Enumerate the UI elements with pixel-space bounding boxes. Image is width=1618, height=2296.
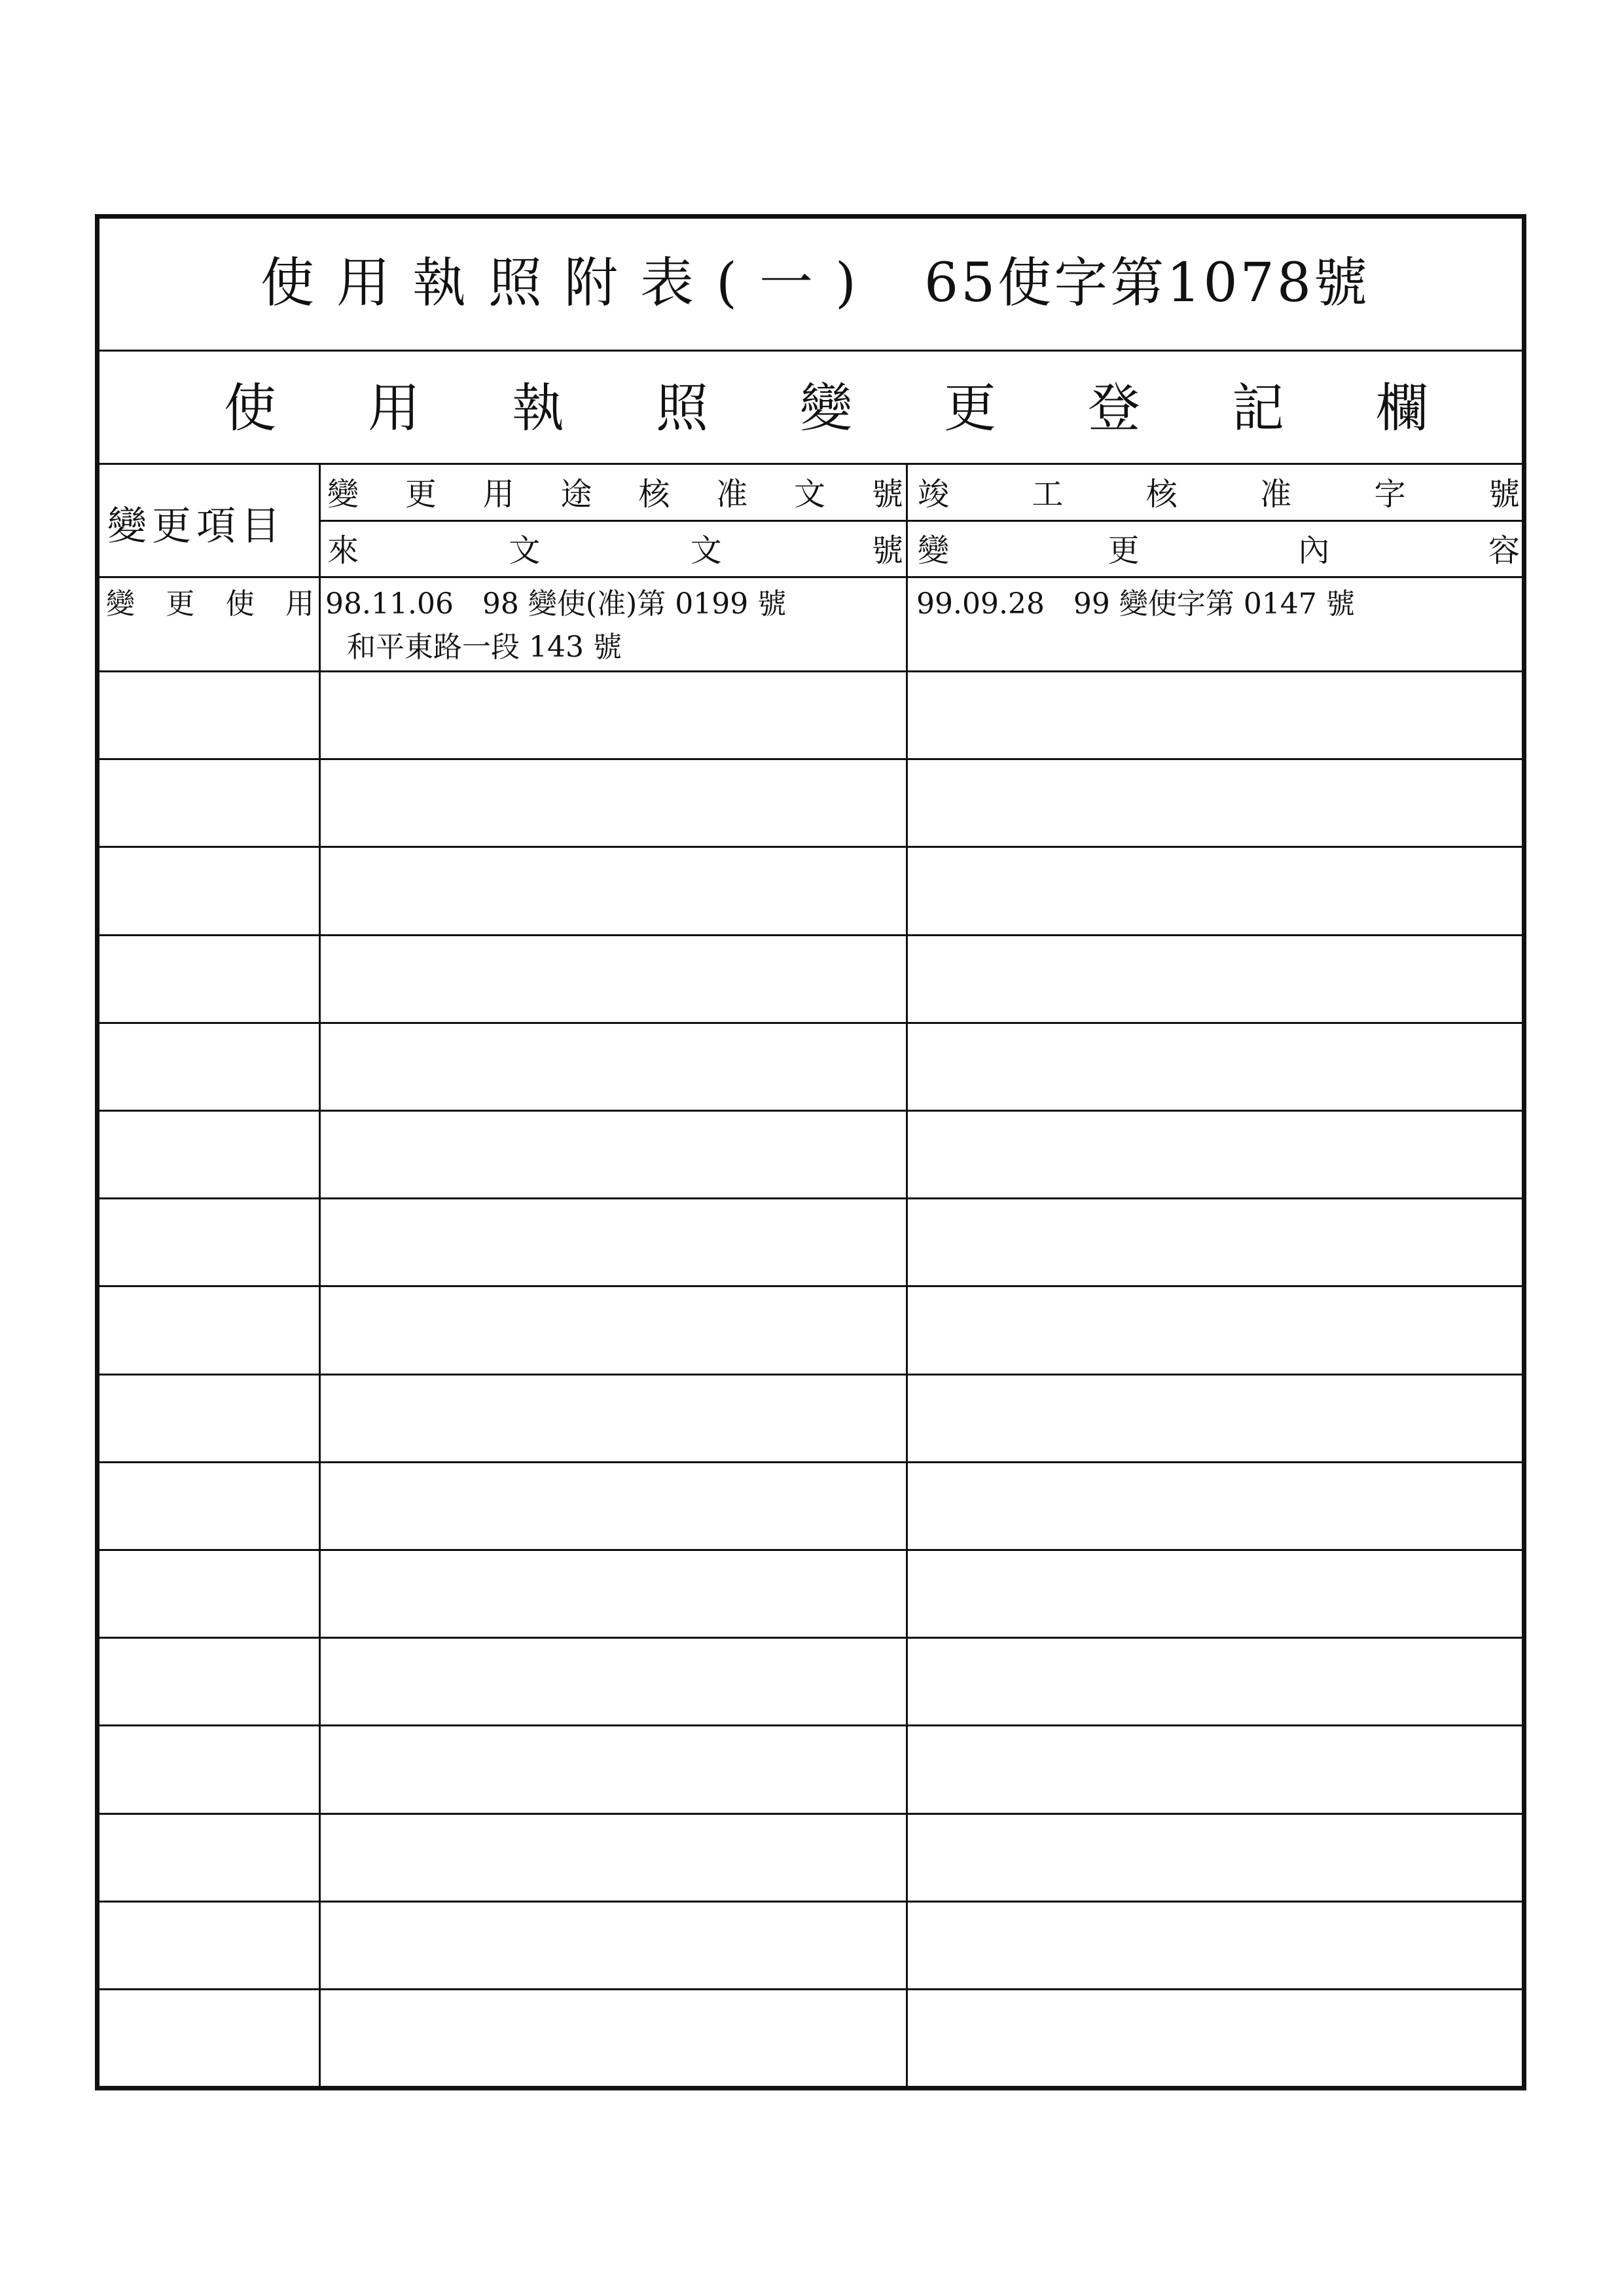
divider-subtitle: [99, 463, 1522, 465]
row-divider: [99, 934, 1522, 936]
header-completion-no: 竣 工 核 准 字 號: [918, 476, 1520, 513]
row-divider: [99, 1285, 1522, 1287]
section-title: 使 用 執 照 變 更 登 記 欄: [224, 378, 1428, 439]
divider-header-mid: [319, 520, 1522, 522]
row-divider: [99, 1461, 1522, 1463]
row-divider: [99, 1724, 1522, 1726]
license-change-form: [95, 214, 1526, 2090]
row-divider: [99, 758, 1522, 760]
column-divider-1: [319, 463, 321, 2086]
row-divider: [99, 1988, 1522, 1990]
row-divider: [99, 1022, 1522, 1024]
row-divider: [99, 1901, 1522, 1903]
row-divider: [99, 1374, 1522, 1376]
row-1-doc-line2: 和平東路一段 143 號: [347, 630, 622, 664]
row-divider: [99, 1637, 1522, 1639]
license-number: 65使字第1078號: [924, 252, 1370, 314]
form-title: [99, 252, 1531, 322]
header-incoming-doc: 來 文 文 號: [327, 532, 903, 569]
row-1-completion: 99.09.28 99 變使字第 0147 號: [916, 587, 1355, 621]
row-divider: [99, 670, 1522, 672]
column-divider-2: [906, 463, 908, 2086]
row-divider: [99, 1197, 1522, 1199]
row-1-doc-line1: 98.11.06 98 變使(准)第 0199 號: [325, 587, 787, 621]
header-approval-doc: 變 更 用 途 核 准 文 號: [327, 476, 903, 513]
row-divider: [99, 846, 1522, 848]
form-name: 使用執照附表(一): [260, 252, 878, 314]
header-change-content: 變 更 內 容: [918, 532, 1520, 569]
divider-title: [99, 350, 1522, 352]
header-change-item: 變更項目: [107, 503, 285, 549]
row-1-item: 變 更 使 用: [106, 587, 314, 621]
divider-header-bottom: [99, 576, 1522, 578]
row-divider: [99, 1813, 1522, 1815]
row-divider: [99, 1110, 1522, 1112]
row-divider: [99, 1549, 1522, 1551]
